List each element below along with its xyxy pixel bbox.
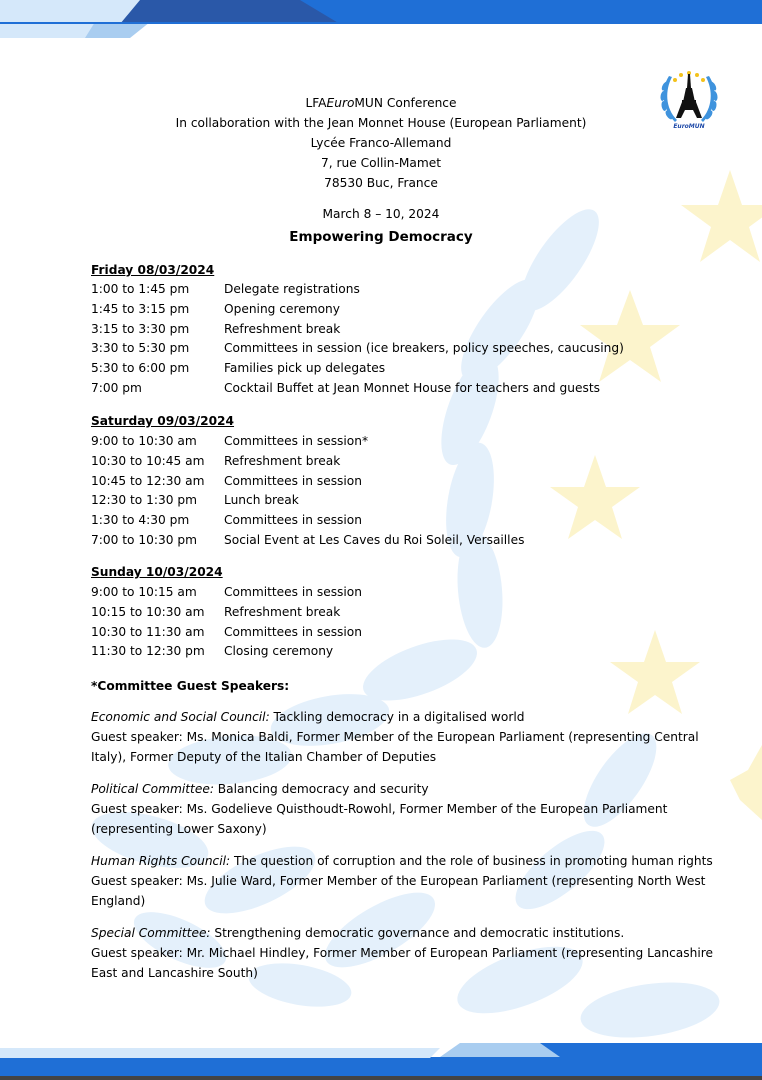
row-event: Refreshment break [224, 321, 341, 336]
committee-name: Special Committee: [91, 926, 211, 940]
row-time: 10:45 to 12:30 am [91, 473, 205, 488]
row-event: Families pick up delegates [224, 361, 386, 376]
day-heading-friday: Friday 08/03/2024 [91, 263, 215, 277]
committee-topic: Tackling democracy in a digitalised world [269, 710, 525, 724]
committee-block-special [91, 923, 731, 983]
school-name: Lycée Franco-Allemand [310, 136, 452, 150]
row-time: 7:00 to 10:30 pm [91, 532, 197, 547]
row-event: Committees in session [224, 624, 362, 639]
top-banner [0, 0, 762, 38]
title-prefix: LFA [305, 96, 327, 110]
row-event: Committees in session [224, 585, 362, 599]
committee-topic-line [91, 707, 731, 727]
row-event: Cocktail Buffet at Jean Monnet House for teachers and guests [224, 380, 600, 395]
row-time: 3:30 to 5:30 pm [91, 341, 190, 356]
row-time: 12:30 to 1:30 pm [91, 493, 197, 508]
committee-name: Human Rights Council: [91, 854, 231, 868]
row-time: 9:00 to 10:15 am [91, 585, 197, 599]
committee-block-human-rights [91, 851, 731, 911]
committee-topic: The question of corruption and the role of business in promoting human rights [230, 854, 713, 868]
committee-block-political [91, 779, 731, 839]
row-event: Committees in session [224, 473, 362, 488]
committee-topic: Balancing democracy and security [213, 782, 429, 796]
row-event: Committees in session [224, 513, 362, 528]
row-event: Opening ceremony [224, 301, 340, 316]
conference-title [0, 93, 762, 113]
committee-topic: Strengthening democratic governance and democratic institutions. [210, 926, 625, 940]
row-time: 1:00 to 1:45 pm [91, 282, 190, 296]
row-time: 10:15 to 10:30 am [91, 604, 205, 619]
row-time: 10:30 to 10:45 am [91, 453, 205, 468]
day-heading-sunday: Sunday 10/03/2024 [91, 565, 223, 579]
day-heading-saturday: Saturday 09/03/2024 [91, 414, 235, 428]
row-event: Refreshment break [224, 453, 341, 468]
city-address: 78530 Buc, France [324, 176, 438, 190]
committee-block-ecosoc [91, 707, 731, 767]
logo-text: EuroMUN [673, 123, 705, 130]
committee-topic-line [91, 779, 731, 799]
row-event: Committees in session* [224, 434, 369, 448]
collaboration-line: In collaboration with the Jean Monnet House (European Parliament) [175, 116, 587, 130]
row-time: 1:30 to 4:30 pm [91, 513, 190, 528]
guest-speaker: Guest speaker: Mr. Michael Hindley, Former Member of European Parliament (representing Lancashire East and Lancashire South) [91, 946, 713, 980]
street-address: 7, rue Collin-Mamet [321, 156, 441, 170]
committee-topic-line [91, 923, 731, 943]
committee-topic-line [91, 851, 731, 871]
row-time: 1:45 to 3:15 pm [91, 301, 190, 316]
guest-speakers-heading: *Committee Guest Speakers: [91, 679, 290, 693]
row-time: 5:30 to 6:00 pm [91, 361, 190, 376]
row-event: Delegate registrations [224, 282, 360, 296]
row-event: Lunch break [224, 493, 299, 508]
row-event: Refreshment break [224, 604, 341, 619]
guest-speaker: Guest speaker: Ms. Monica Baldi, Former Member of the European Parliament (representing Central Italy), Former Deputy of the Italian Chamber of Deputies [91, 730, 699, 764]
row-time: 7:00 pm [91, 380, 142, 395]
row-time: 11:30 to 12:30 pm [91, 644, 205, 659]
conference-dates: March 8 – 10, 2024 [322, 207, 440, 221]
row-time: 9:00 to 10:30 am [91, 434, 197, 448]
conference-theme: Empowering Democracy [289, 229, 473, 245]
bottom-banner [0, 1043, 762, 1080]
row-time: 3:15 to 3:30 pm [91, 321, 190, 336]
conference-header [0, 93, 762, 193]
title-suffix: MUN Conference [354, 96, 457, 110]
guest-speaker: Guest speaker: Ms. Godelieve Quisthoudt-Rowohl, Former Member of the European Parliament (representing Lower Saxony) [91, 802, 668, 836]
row-event: Closing ceremony [224, 644, 334, 659]
row-time: 10:30 to 11:30 am [91, 624, 205, 639]
title-italic: Euro [326, 96, 355, 110]
committee-name: Political Committee: [91, 782, 214, 796]
committee-name: Economic and Social Council: [91, 710, 270, 724]
row-event: Social Event at Les Caves du Roi Soleil, Versailles [224, 532, 525, 547]
guest-speaker: Guest speaker: Ms. Julie Ward, Former Member of the European Parliament (representing North West England) [91, 874, 706, 908]
row-event: Committees in session (ice breakers, policy speeches, caucusing) [224, 341, 624, 356]
